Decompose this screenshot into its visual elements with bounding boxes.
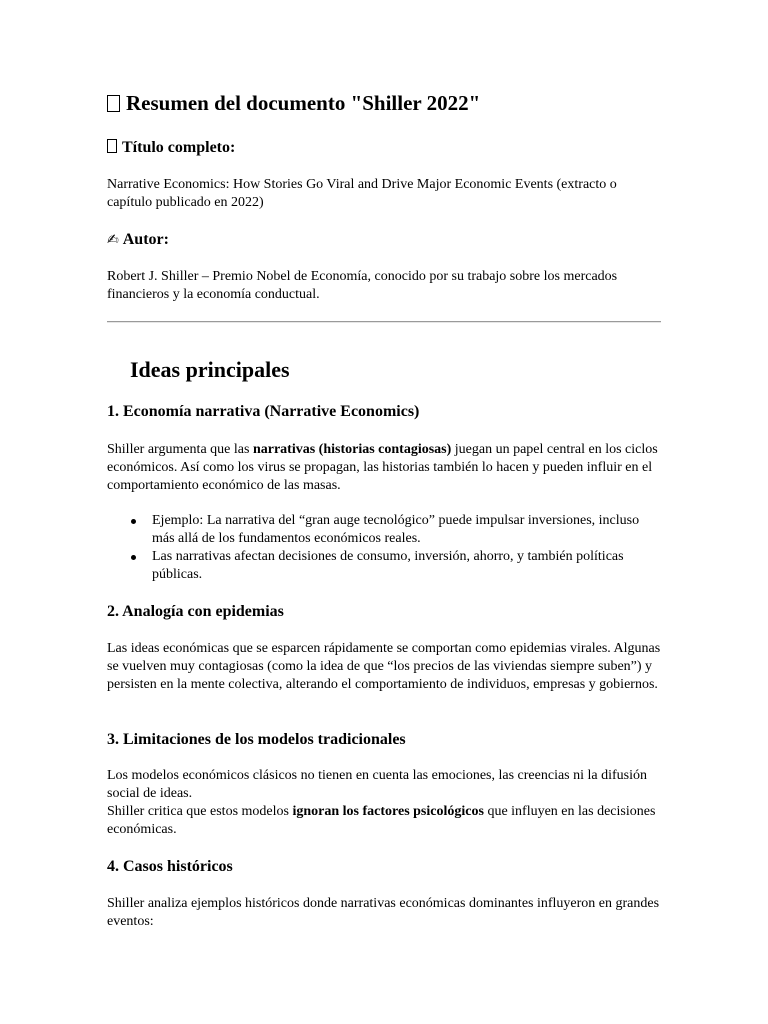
section-4-heading: 4. Casos históricos	[107, 858, 233, 875]
section-1-emphasis: narrativas (historias contagiosas)	[252, 442, 452, 457]
list-item: Ejemplo: La narrativa del “gran auge tecnológico” puede impulsar inversiones, incluso más allá de los fundamentos económicos reales.	[107, 512, 662, 548]
section-1-paragraph: Shiller argumenta que las narrativas (historias contagiosas) juegan un papel central en los ciclos económicos. Así como los virus se propagan, las historias también lo hacen y pueden influir en el comportamiento económico de las masas.	[107, 442, 658, 493]
section-3-heading: 3. Limitaciones de los modelos tradicionales	[107, 731, 406, 748]
document-title-text: Resumen del documento "Shiller 2022"	[126, 91, 481, 115]
section-2-heading: 2. Analogía con epidemias	[107, 603, 284, 620]
section-divider	[107, 321, 661, 323]
author-heading: ✍ Autor:	[107, 231, 169, 248]
section-3-emphasis: ignoran los factores psicológicos	[292, 804, 484, 819]
section-1-bullet-list	[107, 512, 662, 584]
main-ideas-heading: Ideas principales	[130, 357, 290, 382]
document-title	[107, 91, 480, 116]
missing-glyph-icon	[107, 95, 120, 112]
section-1-heading: 1. Economía narrativa (Narrative Economics)	[107, 403, 420, 420]
list-item: Las narrativas afectan decisiones de consumo, inversión, ahorro, y también políticas públicas.	[107, 548, 662, 584]
missing-glyph-icon	[107, 139, 117, 153]
writing-hand-icon: ✍	[107, 232, 119, 248]
author-paragraph: Robert J. Shiller – Premio Nobel de Economía, conocido por su trabajo sobre los mercados financieros y la economía conductual.	[107, 269, 618, 302]
section-3-paragraph: Los modelos económicos clásicos no tienen en cuenta las emociones, las creencias ni la difusión social de ideas. Shiller critica que estos modelos ignoran los factores psicológicos que influyen en las decisiones económicas.	[107, 768, 656, 837]
section-4-paragraph: Shiller analiza ejemplos históricos donde narrativas económicas dominantes influyeron en grandes eventos:	[107, 896, 660, 929]
full-title-paragraph: Narrative Economics: How Stories Go Viral and Drive Major Economic Events (extracto o capítulo publicado en 2022)	[107, 177, 617, 210]
full-title-heading: Título completo:	[107, 139, 235, 157]
section-2-paragraph: Las ideas económicas que se esparcen rápidamente se comportan como epidemias virales. Algunas se vuelven muy contagiosas (como la idea de que “los precios de las viviendas siempre suben”) y persisten en la mente colectiva, alterando el comportamiento de individuos, empresas y gobiernos.	[107, 641, 661, 692]
